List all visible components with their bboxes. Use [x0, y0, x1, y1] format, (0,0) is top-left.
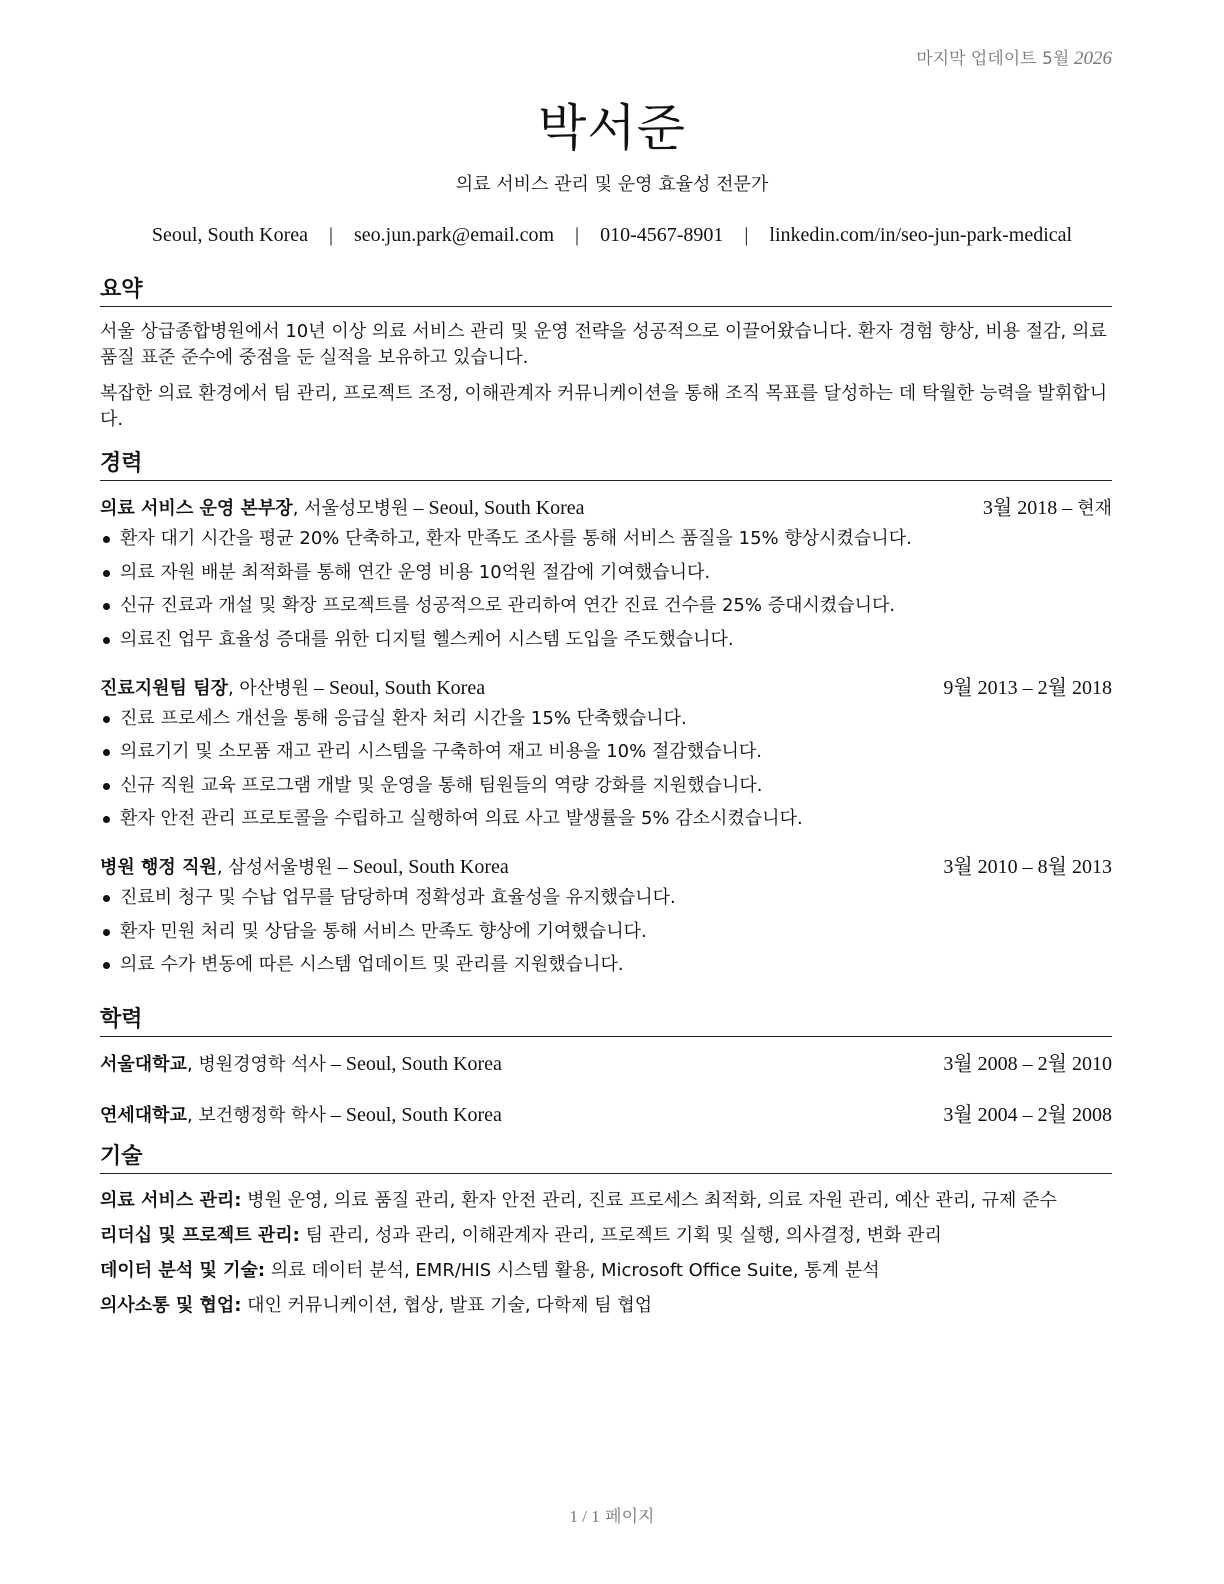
list-item: 진료비 청구 및 수납 업무를 담당하며 정확성과 효율성을 유지했습니다.: [100, 885, 1112, 911]
job-entry: [100, 854, 1112, 978]
summary-section: [100, 276, 1112, 433]
list-item: 진료 프로세스 개선을 통해 응급실 환자 처리 시간을 15% 단축했습니다.: [100, 706, 1112, 732]
job-dates: 9월 2013 – 2월 2018: [943, 676, 1112, 699]
skill-label: 데이터 분석 및 기술:: [100, 1260, 266, 1281]
job-bullets: [100, 706, 1112, 833]
education-dates: 3월 2008 – 2월 2010: [943, 1053, 1112, 1075]
job-role: 의료 서비스 운영 본부장: [100, 498, 293, 519]
skill-line: [100, 1188, 1112, 1214]
skill-label: 의료 서비스 관리:: [100, 1190, 242, 1211]
summary-paragraph: 복잡한 의료 환경에서 팀 관리, 프로젝트 조정, 이해관계자 커뮤니케이션을 통해 조직 목표를 달성하는 데 탁월한 능력을 발휘합니다.: [100, 383, 1108, 430]
summary-title: 요약: [100, 276, 1112, 307]
job-location: – Seoul, South Korea: [408, 497, 585, 519]
experience-section: [100, 450, 1112, 986]
contact-line: [0, 224, 1224, 247]
contact-phone: 010-4567-8901: [600, 224, 724, 246]
education-school: 서울대학교: [100, 1054, 187, 1075]
list-item: 환자 민원 처리 및 상담을 통해 서비스 만족도 향상에 기여했습니다.: [100, 919, 1112, 945]
list-item: 의료기기 및 소모품 재고 관리 시스템을 구축하여 재고 비용을 10% 절감했습니다.: [100, 739, 1112, 765]
job-header: [100, 675, 1112, 702]
job-entry: [100, 495, 1112, 653]
skills-title: 기술: [100, 1143, 1112, 1174]
skill-value: 팀 관리, 성과 관리, 이해관계자 관리, 프로젝트 기획 및 실행, 의사결정, 변화 관리: [299, 1225, 942, 1246]
education-entry: [100, 1102, 1112, 1129]
skill-label: 리더십 및 프로젝트 관리:: [100, 1225, 300, 1246]
skill-label: 의사소통 및 협업:: [100, 1295, 242, 1316]
last-updated-label: 마지막 업데이트: [916, 49, 1037, 69]
job-org: , 아산병원: [227, 677, 309, 699]
job-dates: 3월 2010 – 8월 2013: [943, 856, 1112, 878]
last-updated: [916, 44, 1112, 70]
list-item: 환자 대기 시간을 평균 20% 단축하고, 환자 만족도 조사를 통해 서비스 품질을 15% 향상시켰습니다.: [100, 526, 1112, 552]
job-header: [100, 495, 1112, 522]
education-entry: [100, 1051, 1112, 1078]
job-role: 병원 행정 직원: [100, 857, 217, 878]
job-bullets: [100, 526, 1112, 653]
education-title: 학력: [100, 1006, 1112, 1037]
skill-line: [100, 1223, 1112, 1249]
education-section: [100, 1006, 1112, 1129]
list-item: 의료 자원 배분 최적화를 통해 연간 운영 비용 10억원 절감에 기여했습니다.: [100, 560, 1112, 586]
contact-separator: |: [575, 224, 580, 246]
skill-value: 병원 운영, 의료 품질 관리, 환자 안전 관리, 진료 프로세스 최적화, 의료 자원 관리, 예산 관리, 규제 준수: [241, 1190, 1057, 1211]
education-location: – Seoul, South Korea: [325, 1104, 502, 1126]
resume-tagline: 의료 서비스 관리 및 운영 효율성 전문가: [455, 174, 769, 195]
contact-linkedin[interactable]: linkedin.com/in/seo-jun-park-medical: [769, 224, 1073, 246]
list-item: 의료진 업무 효율성 증대를 위한 디지털 헬스케어 시스템 도입을 주도했습니다.: [100, 627, 1112, 653]
contact-location: Seoul, South Korea: [151, 224, 308, 246]
list-item: 환자 안전 관리 프로토콜을 수립하고 실행하여 의료 사고 발생률을 5% 감소시켰습니다.: [100, 806, 1112, 832]
job-org: , 삼성서울병원: [216, 857, 333, 878]
job-location: – Seoul, South Korea: [332, 856, 509, 878]
page-label: 페이지: [605, 1507, 655, 1527]
page-footer: [0, 1502, 1224, 1527]
job-dates: 3월 2018 – 현재: [982, 497, 1112, 519]
resume-name: 박서준: [538, 99, 686, 157]
experience-title: 경력: [100, 450, 1112, 481]
contact-email[interactable]: seo.jun.park@email.com: [354, 224, 555, 246]
skill-value: 의료 데이터 분석, EMR/HIS 시스템 활용, Microsoft Office Suite, 통계 분석: [265, 1260, 880, 1281]
job-role: 진료지원팀 팀장: [100, 677, 228, 699]
skill-line: [100, 1258, 1112, 1284]
page-number: 1 / 1: [569, 1507, 600, 1526]
last-updated-month: 5월 2026: [1042, 48, 1112, 69]
summary-paragraph: 서울 상급종합병원에서 10년 이상 의료 서비스 관리 및 운영 전략을 성공적으로 이끌어왔습니다. 환자 경험 향상, 비용 절감, 의료 품질 표준 준수에 중점을 둔 실적을 보유하고 있습니다.: [100, 321, 1107, 368]
skills-section: [100, 1143, 1112, 1319]
education-dates: 3월 2004 – 2월 2008: [943, 1104, 1112, 1126]
job-entry: [100, 675, 1112, 833]
education-school: 연세대학교: [100, 1105, 187, 1126]
list-item: 신규 직원 교육 프로그램 개발 및 운영을 통해 팀원들의 역량 강화를 지원했습니다.: [100, 773, 1112, 799]
job-header: [100, 854, 1112, 881]
education-location: – Seoul, South Korea: [325, 1053, 502, 1075]
job-bullets: [100, 885, 1112, 978]
skill-line: [100, 1293, 1112, 1319]
contact-separator: |: [329, 224, 334, 246]
list-item: 의료 수가 변동에 따른 시스템 업데이트 및 관리를 지원했습니다.: [100, 952, 1112, 978]
job-location: – Seoul, South Korea: [308, 676, 486, 699]
education-degree: , 보건행정학 학사: [186, 1105, 326, 1126]
education-degree: , 병원경영학 석사: [186, 1054, 326, 1075]
job-org: , 서울성모병원: [292, 498, 409, 519]
skill-value: 대인 커뮤니케이션, 협상, 발표 기술, 다학제 팀 협업: [241, 1295, 653, 1316]
list-item: 신규 진료과 개설 및 확장 프로젝트를 성공적으로 관리하여 연간 진료 건수를 25% 증대시켰습니다.: [100, 593, 1112, 619]
contact-separator: |: [744, 224, 749, 246]
